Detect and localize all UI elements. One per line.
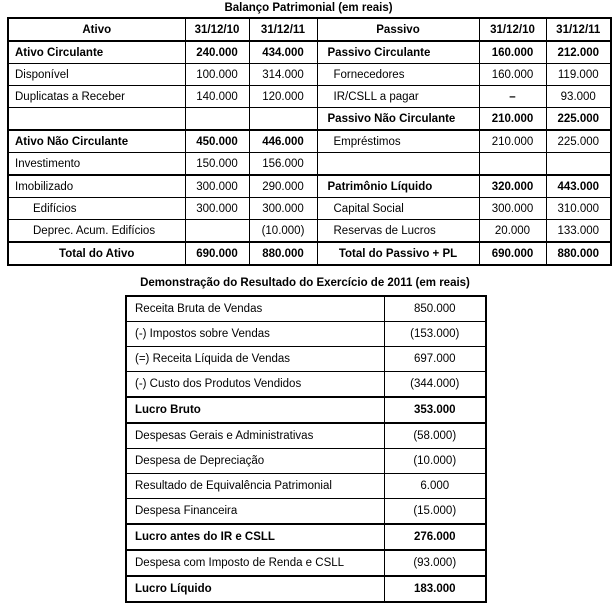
passivo-label-cell: Passivo Não Circulante	[317, 108, 479, 131]
passivo-value-2011-cell: 443.000	[546, 175, 611, 198]
dre-value-cell: 183.000	[384, 576, 486, 602]
dre-label-cell: Lucro antes do IR e CSLL	[126, 524, 384, 550]
dre-label-cell: Lucro Líquido	[126, 576, 384, 602]
dre-value-cell: 353.000	[384, 397, 486, 423]
ativo-label-cell: Ativo Não Circulante	[8, 130, 185, 153]
passivo-value-2011-cell	[546, 153, 611, 176]
dre-label-cell: Despesa com Imposto de Renda e CSLL	[126, 550, 384, 576]
dre-value-cell: (10.000)	[384, 449, 486, 474]
dre-value-cell: 850.000	[384, 296, 486, 322]
dre-label-cell: Despesa de Depreciação	[126, 449, 384, 474]
header-ativo: Ativo	[8, 18, 185, 41]
dre-row-receita-bruta	[126, 296, 486, 322]
ativo-value-2010-cell	[185, 220, 249, 243]
ativo-value-2011-cell	[249, 108, 317, 131]
dre-label-cell: Lucro Bruto	[126, 397, 384, 423]
passivo-value-2010-cell: 160.000	[479, 41, 546, 64]
dre-row-lucro-bruto	[126, 397, 486, 423]
passivo-value-2010-cell	[479, 153, 546, 176]
passivo-label-cell: Reservas de Lucros	[317, 220, 479, 243]
passivo-value-2010-cell: 20.000	[479, 220, 546, 243]
dre-row-despesa-financeira	[126, 499, 486, 525]
ativo-value-2010-cell: 100.000	[185, 64, 249, 86]
dre-row-receita-liquida	[126, 347, 486, 372]
dre-row-imposto-renda	[126, 550, 486, 576]
dre-row-depreciacao	[126, 449, 486, 474]
passivo-label-cell: Patrimônio Líquido	[317, 175, 479, 198]
passivo-value-2010-cell: 160.000	[479, 64, 546, 86]
dre-label-cell: Resultado de Equivalência Patrimonial	[126, 474, 384, 499]
dre-value-cell: (58.000)	[384, 423, 486, 449]
ativo-label-cell: Duplicatas a Receber	[8, 86, 185, 108]
ativo-label-cell: Ativo Circulante	[8, 41, 185, 64]
dre-value-cell: (153.000)	[384, 322, 486, 347]
dre-table	[125, 295, 487, 603]
dre-label-cell: Despesa Financeira	[126, 499, 384, 525]
ativo-value-2010-cell: 140.000	[185, 86, 249, 108]
passivo-value-2010-cell: 320.000	[479, 175, 546, 198]
balanco-row-imobilizado-patrimonio	[8, 175, 611, 198]
ativo-value-2010-cell: 300.000	[185, 198, 249, 220]
ativo-value-2010-cell: 690.000	[185, 242, 249, 265]
ativo-value-2011-cell: 434.000	[249, 41, 317, 64]
ativo-label-cell: Disponível	[8, 64, 185, 86]
ativo-value-2011-cell: 314.000	[249, 64, 317, 86]
ativo-value-2010-cell: 240.000	[185, 41, 249, 64]
ativo-value-2010-cell: 150.000	[185, 153, 249, 176]
dre-value-cell: (15.000)	[384, 499, 486, 525]
dre-value-cell: 276.000	[384, 524, 486, 550]
passivo-label-cell: Total do Passivo + PL	[317, 242, 479, 265]
ativo-label-cell: Deprec. Acum. Edifícios	[8, 220, 185, 243]
passivo-label-cell	[317, 153, 479, 176]
dre-row-impostos	[126, 322, 486, 347]
dre-label-cell: (=) Receita Líquida de Vendas	[126, 347, 384, 372]
balanco-row-total	[8, 242, 611, 265]
balanco-row-investimento	[8, 153, 611, 176]
header-ativo-31-12-11: 31/12/11	[249, 18, 317, 41]
passivo-value-2010-cell: 300.000	[479, 198, 546, 220]
header-passivo-31-12-11: 31/12/11	[546, 18, 611, 41]
passivo-label-cell: Fornecedores	[317, 64, 479, 86]
passivo-label-cell: Empréstimos	[317, 130, 479, 153]
ativo-value-2011-cell: 880.000	[249, 242, 317, 265]
passivo-value-2010-cell: –	[479, 86, 546, 108]
dre-value-cell: 6.000	[384, 474, 486, 499]
passivo-value-2011-cell: 133.000	[546, 220, 611, 243]
passivo-value-2011-cell: 212.000	[546, 41, 611, 64]
ativo-label-cell	[8, 108, 185, 131]
dre-row-despesas-gerais	[126, 423, 486, 449]
ativo-value-2011-cell: (10.000)	[249, 220, 317, 243]
dre-row-lucro-antes-ir	[126, 524, 486, 550]
dre-value-cell: (344.000)	[384, 372, 486, 398]
balanco-row-depreciacao	[8, 220, 611, 243]
dre-value-cell: (93.000)	[384, 550, 486, 576]
dre-label-cell: (-) Impostos sobre Vendas	[126, 322, 384, 347]
ativo-value-2011-cell: 300.000	[249, 198, 317, 220]
ativo-value-2011-cell: 446.000	[249, 130, 317, 153]
passivo-value-2011-cell: 119.000	[546, 64, 611, 86]
balanco-title: Balanço Patrimonial (em reais)	[224, 2, 393, 14]
ativo-value-2011-cell: 290.000	[249, 175, 317, 198]
dre-label-cell: (-) Custo dos Produtos Vendidos	[126, 372, 384, 398]
balanco-header-row	[8, 18, 611, 41]
balanco-row-disponivel	[8, 64, 611, 86]
passivo-label-cell: Capital Social	[317, 198, 479, 220]
ativo-value-2011-cell: 120.000	[249, 86, 317, 108]
dre-value-cell: 697.000	[384, 347, 486, 372]
dre-title: Demonstração do Resultado do Exercício de 2011 (em reais)	[140, 277, 470, 289]
dre-row-equivalencia	[126, 474, 486, 499]
ativo-value-2010-cell	[185, 108, 249, 131]
header-ativo-31-12-10: 31/12/10	[185, 18, 249, 41]
ativo-label-cell: Edifícios	[8, 198, 185, 220]
passivo-value-2010-cell: 210.000	[479, 108, 546, 131]
ativo-value-2010-cell: 300.000	[185, 175, 249, 198]
dre-row-custo-produtos	[126, 372, 486, 398]
passivo-value-2011-cell: 225.000	[546, 108, 611, 131]
passivo-label-cell: Passivo Circulante	[317, 41, 479, 64]
dre-label-cell: Receita Bruta de Vendas	[126, 296, 384, 322]
ativo-value-2010-cell: 450.000	[185, 130, 249, 153]
passivo-value-2010-cell: 690.000	[479, 242, 546, 265]
ativo-label-cell: Investimento	[8, 153, 185, 176]
balanco-row-ativo-circulante	[8, 41, 611, 64]
header-passivo-31-12-10: 31/12/10	[479, 18, 546, 41]
passivo-label-cell: IR/CSLL a pagar	[317, 86, 479, 108]
balanco-row-ativo-nao-circulante	[8, 130, 611, 153]
dre-label-cell: Despesas Gerais e Administrativas	[126, 423, 384, 449]
header-passivo: Passivo	[317, 18, 479, 41]
balanco-table	[7, 17, 612, 266]
balanco-row-passivo-nao-circulante	[8, 108, 611, 131]
passivo-value-2011-cell: 310.000	[546, 198, 611, 220]
passivo-value-2010-cell: 210.000	[479, 130, 546, 153]
passivo-value-2011-cell: 880.000	[546, 242, 611, 265]
ativo-label-cell: Total do Ativo	[8, 242, 185, 265]
passivo-value-2011-cell: 225.000	[546, 130, 611, 153]
passivo-value-2011-cell: 93.000	[546, 86, 611, 108]
ativo-value-2011-cell: 156.000	[249, 153, 317, 176]
balanco-row-duplicatas	[8, 86, 611, 108]
balanco-row-edificios	[8, 198, 611, 220]
dre-row-lucro-liquido	[126, 576, 486, 602]
ativo-label-cell: Imobilizado	[8, 175, 185, 198]
